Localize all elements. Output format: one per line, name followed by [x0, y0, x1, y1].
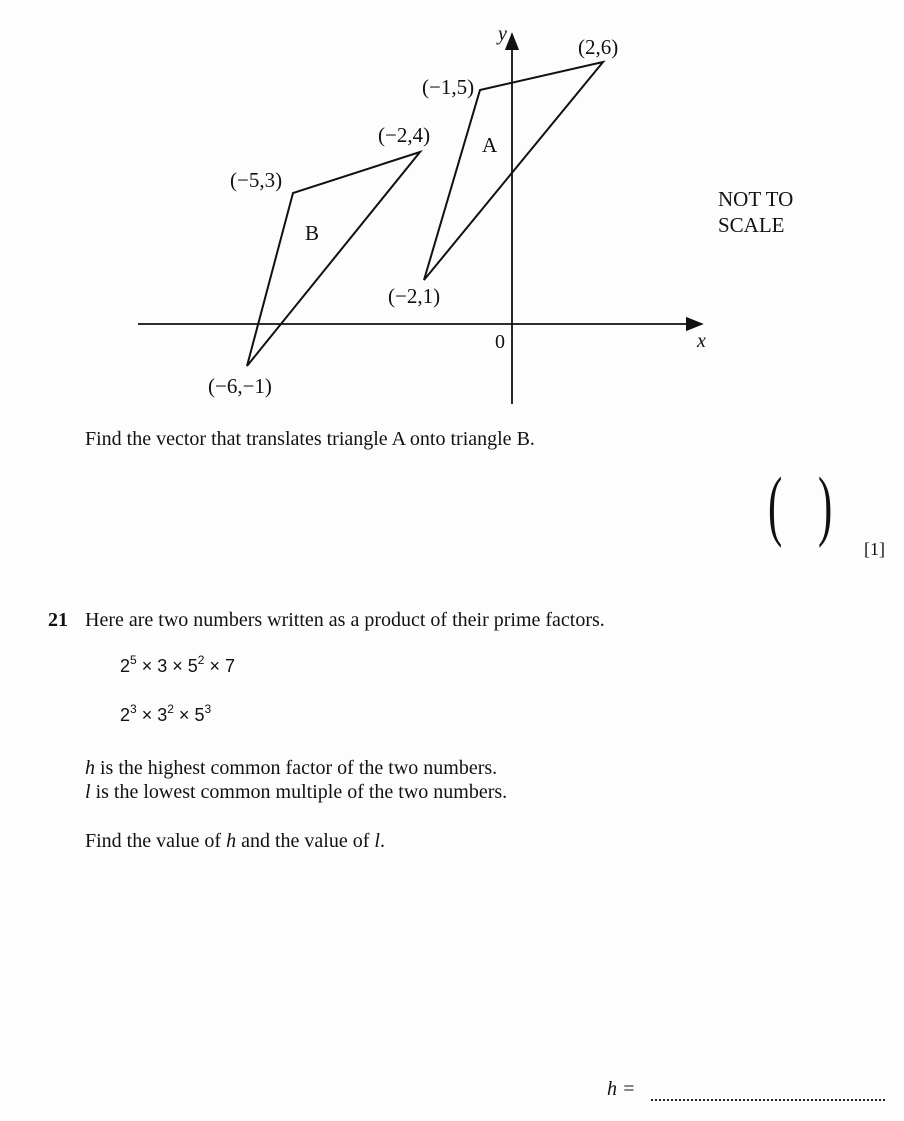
l-variable: l	[85, 781, 91, 803]
expr2-base-5: 5	[194, 705, 205, 725]
vertex-label-neg2-1: (−2,1)	[388, 284, 441, 308]
vertex-label-2-6: (2,6)	[578, 35, 619, 59]
expr2-times-a: ×	[136, 705, 158, 725]
expr2-exp-2: 2	[167, 702, 174, 716]
not-to-scale-line1: NOT TO	[718, 187, 794, 211]
vector-bracket-open: (	[768, 461, 783, 548]
expr1-exp-2: 2	[197, 653, 205, 667]
find-l-variable: l	[374, 830, 380, 852]
expr2-exp-3: 3	[204, 702, 212, 716]
find-h-variable: h	[226, 830, 237, 852]
coordinate-diagram	[0, 0, 904, 420]
expr1-exp-5: 5	[130, 653, 137, 667]
x-axis-label: x	[697, 330, 706, 352]
vertex-label-neg6-neg1: (−6,−1)	[208, 374, 272, 398]
l-definition-text: is the lowest common multiple of the two numbers.	[90, 781, 508, 803]
expr1-times-7: × 7	[204, 656, 235, 676]
expr2-base-3: 3	[157, 705, 168, 725]
h-variable: h	[85, 757, 95, 779]
vertex-label-neg2-4: (−2,4)	[378, 123, 431, 147]
find-mid: and the value of	[236, 830, 375, 852]
question21-number: 21	[48, 609, 68, 631]
question20-text: Find the vector that translates triangle A onto triangle B.	[85, 428, 535, 450]
not-to-scale-line2: SCALE	[718, 213, 785, 237]
h-definition-text: is the highest common factor of the two numbers.	[95, 757, 498, 779]
h-definition	[85, 757, 497, 780]
question20-marks: [1]	[864, 539, 885, 559]
expr2-exp-3: 3	[130, 702, 137, 716]
vertex-label-neg5-3: (−5,3)	[230, 168, 283, 192]
expr2-base-2: 2	[120, 705, 131, 725]
triangle-a-label: A	[482, 133, 498, 157]
vector-bracket-close: )	[818, 461, 833, 548]
vertex-label-neg1-5: (−1,5)	[422, 75, 475, 99]
prime-factor-expression-2	[120, 702, 212, 726]
expr1-base-5: 5	[187, 656, 198, 676]
origin-label: 0	[495, 331, 505, 353]
question21-intro: Here are two numbers written as a product of their prime factors.	[85, 609, 605, 631]
prime-factor-expression-1	[120, 653, 235, 677]
expr2-times-b: ×	[173, 705, 195, 725]
expr1-times-3: × 3 ×	[136, 656, 188, 676]
y-axis-label: y	[498, 23, 507, 45]
answer-h-label: h =	[607, 1078, 636, 1100]
find-prefix: Find the value of	[85, 830, 227, 852]
answer-h-line[interactable]	[651, 1099, 885, 1101]
triangle-b-label: B	[305, 221, 320, 245]
find-instruction	[85, 830, 385, 853]
expr1-base-2: 2	[120, 656, 131, 676]
find-suffix: .	[379, 830, 385, 852]
l-definition	[85, 781, 507, 804]
